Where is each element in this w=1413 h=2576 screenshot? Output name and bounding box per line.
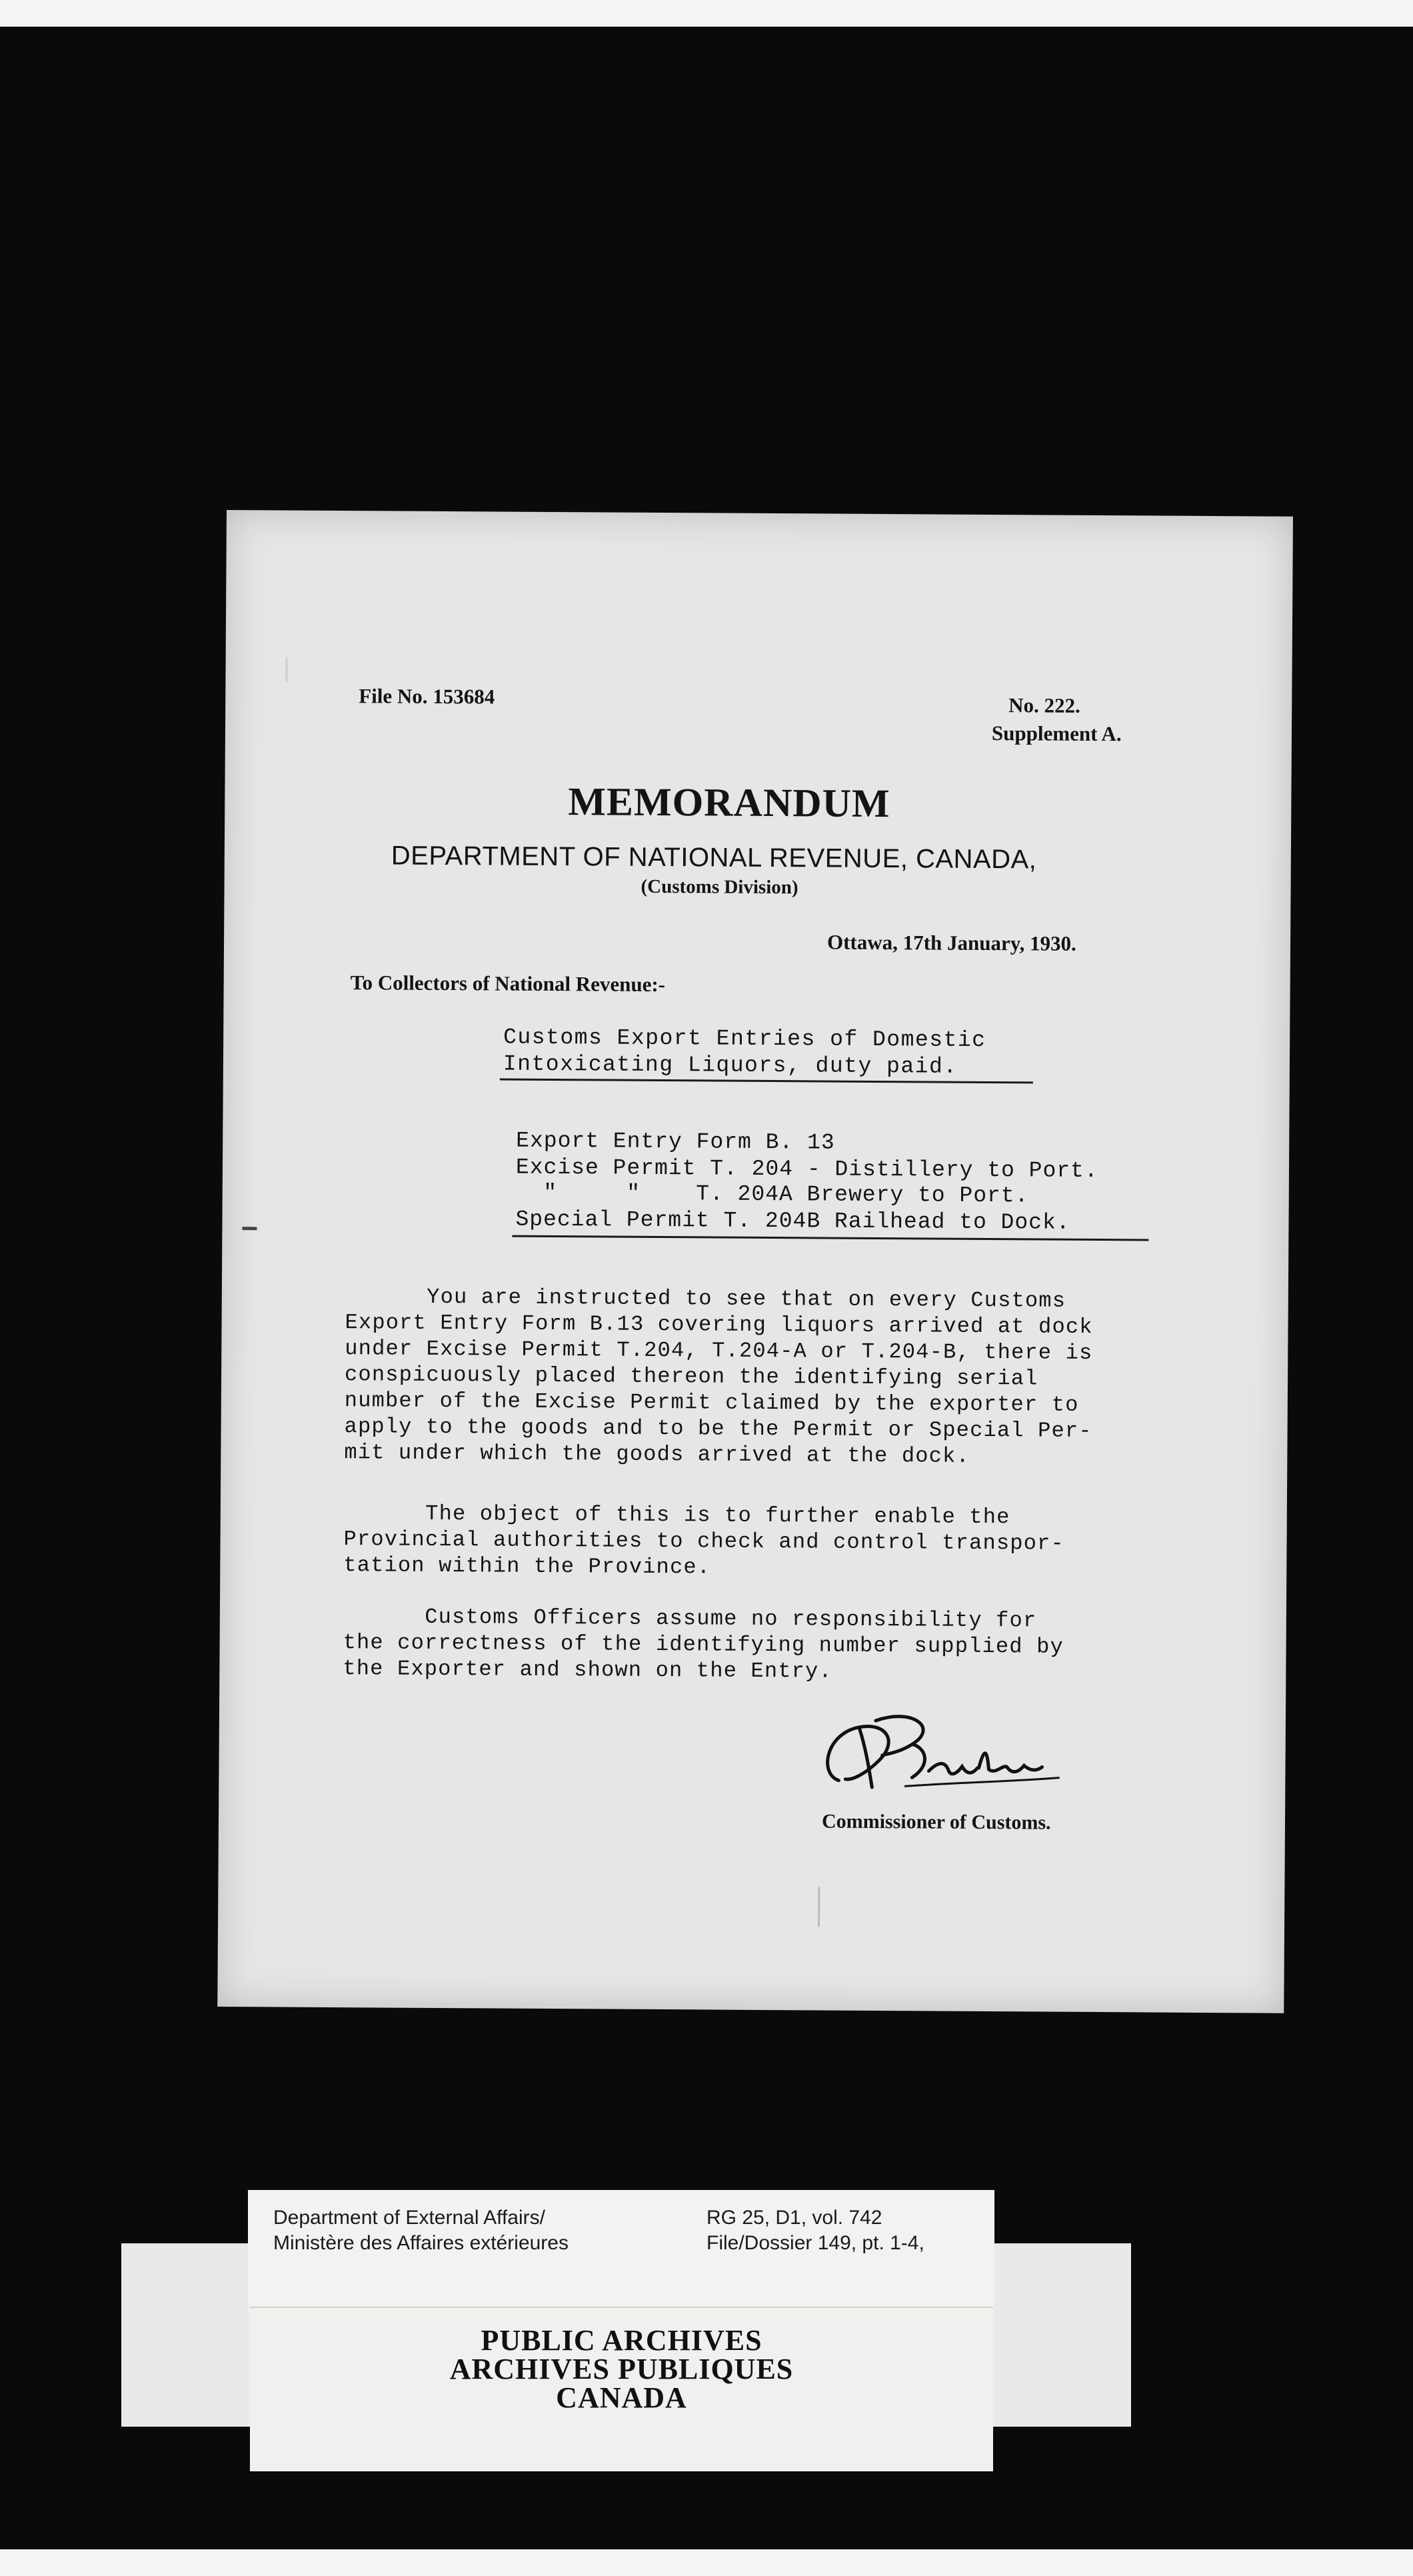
form-reference-line: Special Permit T. 204B Railhead to Dock. — [515, 1207, 1070, 1235]
body-paragraph — [343, 1501, 1064, 1583]
date-line: Ottawa, 17th January, 1930. — [826, 930, 1076, 955]
form-reference-line: Export Entry Form B. 13 — [516, 1128, 835, 1155]
paragraph-line: under Excise Permit T.204, T.204-A or T.204-B, there is — [345, 1336, 1093, 1365]
addressee-line: To Collectors of National Revenue:- — [350, 971, 666, 997]
paragraph-line: the correctness of the identifying number supplied by — [343, 1630, 1064, 1659]
form-reference-line: Excise Permit T. 204 - Distillery to Port. — [515, 1155, 1098, 1184]
form-reference-line: " " T. 204A Brewery to Port. — [515, 1180, 1029, 1209]
memo-number: No. 222. — [1008, 693, 1080, 717]
department-heading: DEPARTMENT OF NATIONAL REVENUE, CANADA, — [391, 841, 1037, 875]
subject-line: Intoxicating Liquors, duty paid. — [503, 1051, 958, 1079]
division-label: (Customs Division) — [641, 875, 798, 899]
archive-record-group: RG 25, D1, vol. 742 — [706, 2207, 882, 2229]
paragraph-line: the Exporter and shown on the Entry. — [343, 1656, 833, 1684]
paragraph-line: tation within the Province. — [343, 1553, 711, 1580]
archive-file-reference: File/Dossier 149, pt. 1-4, — [706, 2232, 924, 2254]
subject-line: Customs Export Entries of Domestic — [503, 1025, 986, 1053]
paragraph-line: You are instructed to see that on every Customs — [345, 1284, 1066, 1313]
handwritten-signature — [812, 1707, 1079, 1801]
paragraph-line: conspicuously placed thereon the identifying serial — [344, 1362, 1038, 1391]
paragraph-line: The object of this is to further enable the — [343, 1501, 1010, 1530]
paragraph-line: apply to the goods and to be the Permit or Special Per- — [344, 1414, 1092, 1443]
file-number: File No. 153684 — [359, 684, 495, 709]
archive-name-fr: ARCHIVES PUBLIQUES — [449, 2353, 794, 2385]
paragraph-line: Export Entry Form B.13 covering liquors arrived at dock — [345, 1310, 1093, 1339]
body-paragraph — [344, 1284, 1093, 1471]
memorandum-page — [217, 510, 1293, 2013]
paragraph-line: Provincial authorities to check and control transpor- — [343, 1527, 1065, 1556]
film-scratch — [818, 1887, 820, 1927]
film-scratch — [242, 1227, 257, 1230]
archive-department-en: Department of External Affairs/ — [273, 2207, 545, 2229]
supplement-label: Supplement A. — [991, 721, 1122, 746]
signature-title: Commissioner of Customs. — [821, 1810, 1051, 1834]
paragraph-line: mit under which the goods arrived at the dock. — [344, 1440, 970, 1469]
subject-underline — [500, 1079, 1033, 1084]
film-scratch — [285, 657, 287, 683]
archive-department-fr: Ministère des Affaires extérieures — [273, 2232, 569, 2254]
forms-underline — [512, 1235, 1148, 1241]
paragraph-line: Customs Officers assume no responsibility for — [343, 1604, 1037, 1633]
paragraph-line: number of the Excise Permit claimed by the exporter to — [344, 1388, 1079, 1417]
body-paragraph — [343, 1604, 1064, 1687]
memo-title: MEMORANDUM — [568, 779, 890, 826]
archive-country: CANADA — [556, 2381, 687, 2414]
archive-name-en: PUBLIC ARCHIVES — [481, 2324, 762, 2357]
